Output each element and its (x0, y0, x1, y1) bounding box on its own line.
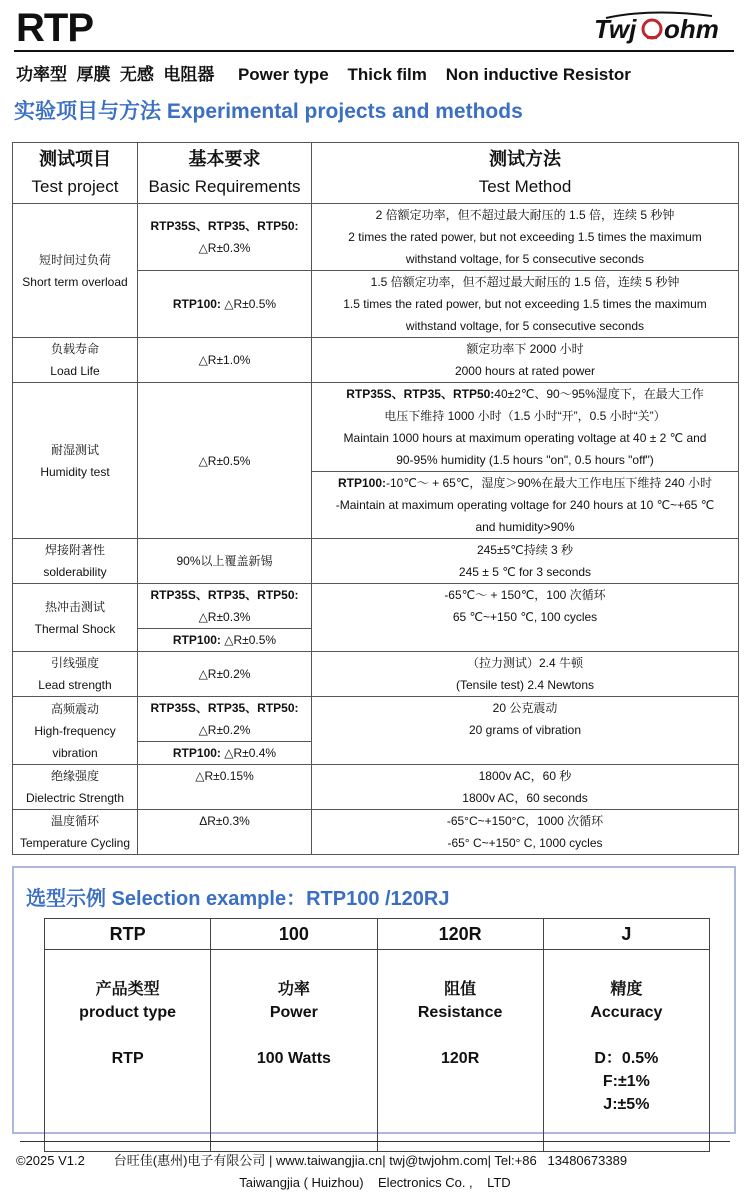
svg-text:Twj: Twj (594, 14, 637, 44)
method-humidity-1: RTP35S、RTP35、RTP50:40±2℃、90～95%湿度下，在最大工作 电压下维持 1000 小时（1.5 小时“开”，0.5 小时“关”） Maintain 1000 hours at maximum operating voltage at 40 ± 2 ℃ and 90-95% humidity (1.5 hours "on", 0.5 hours "off") (312, 383, 739, 472)
header-test-method: 测试方法 Test Method (312, 143, 739, 204)
header-basic-requirements: 基本要求 Basic Requirements (138, 143, 312, 204)
product-title: RTP (16, 6, 93, 50)
test-name-lead-strength: 引线强度 Lead strength (13, 652, 138, 697)
method-humidity-2: RTP100:-10℃～ + 65℃，湿度＞90%在最大工作电压下维持 240 小时 -Maintain at maximum operating voltage for 240 hours at 10 ℃~+65 ℃ and humidity>90% (312, 472, 739, 539)
table-row (13, 765, 739, 810)
method-dielectric: 1800v AC，60 秒 1800v AC，60 seconds (312, 765, 739, 810)
test-name-solderability: 焊接附著性 solderability (13, 539, 138, 584)
requirement-overload-2: RTP100: △R±0.5% (138, 271, 312, 338)
table-row (13, 697, 739, 742)
method-load-life: 额定功率下 2000 小时 2000 hours at rated power (312, 338, 739, 383)
selection-code-row (45, 919, 710, 950)
requirement-overload-1: RTP35S、RTP35、RTP50: △R±0.3% (138, 204, 312, 271)
test-name-vibration: 高频震动 High-frequency vibration (13, 697, 138, 765)
test-name-overload: 短时间过负荷 Short term overload (13, 204, 138, 338)
requirement-dielectric: △R±0.15% (138, 765, 312, 810)
code-resistance: 120R (377, 919, 543, 950)
svg-text:ohm: ohm (664, 14, 719, 44)
test-name-dielectric: 绝缘强度 Dielectric Strength (13, 765, 138, 810)
method-solderability: 245±5℃持续 3 秒 245 ± 5 ℃ for 3 seconds (312, 539, 739, 584)
table-row (13, 338, 739, 383)
method-overload-1: 2 倍额定功率，但不超过最大耐压的 1.5 倍，连续 5 秒钟 2 times the rated power, but not exceeding 1.5 times the maximum withstand voltage, for 5 consecutive seconds (312, 204, 739, 271)
table-row (13, 652, 739, 697)
requirement-thermal-1: RTP35S、RTP35、RTP50: △R±0.3% (138, 584, 312, 629)
selection-table (44, 918, 710, 1152)
test-table (12, 142, 739, 855)
section-title-selection: 选型示例 Selection example：RTP100 /120RJ (26, 888, 450, 910)
method-temperature-cycling: -65°C~+150°C，1000 次循环 -65° C~+150° C, 1000 cycles (312, 810, 739, 855)
table-row (13, 539, 739, 584)
detail-power: 功率 Power 100 Watts (211, 950, 377, 1152)
selection-detail-row (45, 950, 710, 1152)
requirement-vibration-1: RTP35S、RTP35、RTP50: △R±0.2% (138, 697, 312, 742)
test-name-load-life: 负载寿命 Load Life (13, 338, 138, 383)
method-vibration: 20 公克震动 20 grams of vibration (312, 697, 739, 765)
method-lead-strength: （拉力测试）2.4 牛顿 (Tensile test) 2.4 Newtons (312, 652, 739, 697)
requirement-vibration-2: RTP100: △R±0.4% (138, 742, 312, 765)
method-overload-2: 1.5 倍额定功率，但不超过最大耐压的 1.5 倍，连续 5 秒钟 1.5 times the rated power, but not exceeding 1.5 times the maximum withstand voltage, for 5 consecutive seconds (312, 271, 739, 338)
requirement-temperature-cycling: ΔR±0.3% (138, 810, 312, 855)
table-row (13, 810, 739, 855)
detail-resistance: 阻值 Resistance 120R (377, 950, 543, 1152)
test-name-thermal-shock: 热冲击测试 Thermal Shock (13, 584, 138, 652)
test-name-humidity: 耐湿测试 Humidity test (13, 383, 138, 539)
requirement-load-life: △R±1.0% (138, 338, 312, 383)
requirement-solderability: 90%以上覆盖新锡 (138, 539, 312, 584)
title-divider (14, 50, 734, 52)
requirement-humidity: △R±0.5% (138, 383, 312, 539)
requirement-thermal-2: RTP100: △R±0.5% (138, 629, 312, 652)
detail-accuracy: 精度 Accuracy D：0.5% F:±1% J:±5% (543, 950, 709, 1152)
brand-logo (592, 10, 732, 50)
footer-contact: ©2025 V1.2 台旺佳(惠州)电子有限公司 | www.taiwangjia.cn| twj@twjohm.com| Tel:+86 13480673389 (16, 1153, 628, 1168)
detail-product-type: 产品类型 product type RTP (45, 950, 211, 1152)
header-test-project: 测试项目 Test project (13, 143, 138, 204)
code-accuracy: J (543, 919, 709, 950)
test-name-temperature-cycling: 温度循环 Temperature Cycling (13, 810, 138, 855)
footer-divider (20, 1141, 730, 1142)
code-power: 100 (211, 919, 377, 950)
table-row (13, 584, 739, 629)
footer-company: Taiwangjia ( Huizhou) Electronics Co. , LTD (239, 1175, 511, 1190)
table-row (13, 204, 739, 271)
table-header-row (13, 143, 739, 204)
requirement-lead-strength: △R±0.2% (138, 652, 312, 697)
table-row (13, 383, 739, 472)
product-subtitle: 功率型 厚膜 无感 电阻器 Power type Thick film Non inductive Resistor (16, 65, 631, 84)
code-product-type: RTP (45, 919, 211, 950)
twjohm-logo-icon (592, 10, 732, 50)
method-thermal-shock: -65℃～ + 150℃，100 次循环 65 ℃~+150 ℃, 100 cycles (312, 584, 739, 652)
section-title-experiments: 实验项目与方法 Experimental projects and methods (14, 100, 523, 123)
